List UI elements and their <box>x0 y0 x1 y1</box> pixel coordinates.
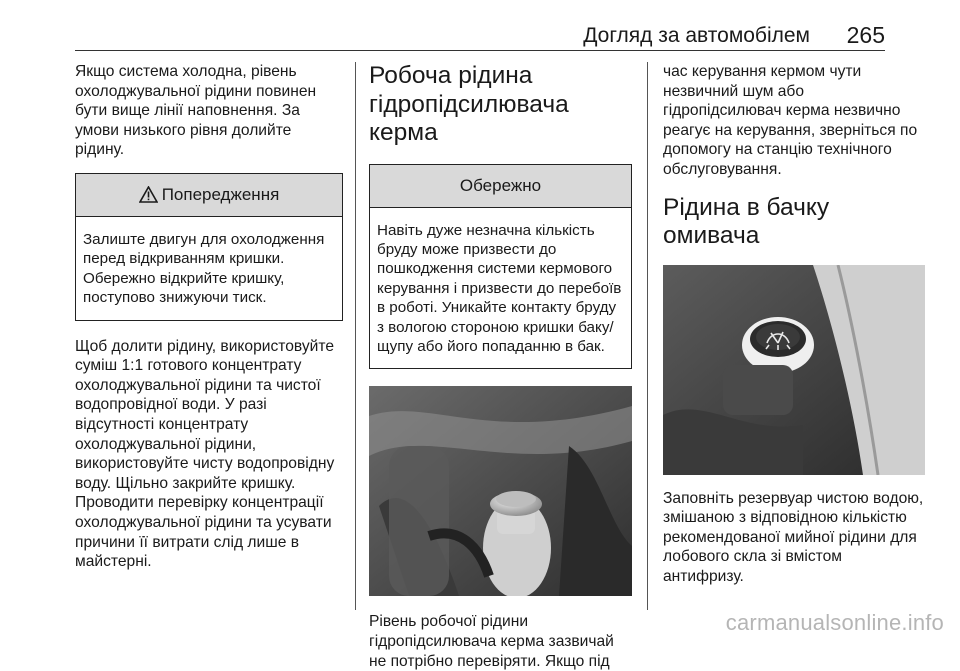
power-steering-heading: Робоча рідина гідропідсилювача керма <box>369 62 569 146</box>
column-right <box>663 62 925 587</box>
page-header <box>75 0 885 51</box>
page-number: 265 <box>846 22 885 48</box>
caution-box <box>369 164 632 370</box>
warning-box-body <box>76 217 342 320</box>
warning-text: Залиште двигун для охолодження перед відкриванням кришки. Обережно відкрийте кришку, поступово знижуючи тиск. <box>83 230 325 307</box>
washer-fluid-paragraph: Заповніть резервуар чистою водою, змішаною з відповідною кількістю рекомендованої мийної рідини для лобового скла зі вмістом антифризу. <box>663 489 924 585</box>
column-divider <box>355 62 356 610</box>
warning-box <box>75 173 343 321</box>
section-title: Догляд за автомобілем <box>583 24 810 47</box>
warning-title: Попередження <box>161 184 280 204</box>
power-steering-reservoir-photo <box>369 386 632 596</box>
intro-paragraph: Якщо система холодна, рівень охолоджувальної рідини повинен бути вище лінії наповнення. За умови низького рівня долийте рідину. <box>75 63 317 159</box>
watermark: carmanualsonline.info <box>725 610 944 635</box>
warning-box-header <box>76 174 342 217</box>
caution-text: Навіть дуже незначна кількість бруду може призвести до пошкодження системи кермового керування і призвести до перебоїв в роботі. Уникайте контакту бруду з вологою стороною кришки баку/щупу або його попаданню в бак. <box>377 221 622 355</box>
refill-paragraph: Щоб долити рідину, використовуйте суміш 1:1 готового концентрату охолоджувальної рідини та чистої водопровідної води. У разі відсутності концентрату охолоджувальної рідини, використовуйте чисту водопровідну воду. Щільно закрийте кришку. Проводити перевірку концентрації охолоджувальної рідини та усувати причини її витрати слід лише в майстерні. <box>75 337 335 571</box>
power-steering-paragraph: Рівень робочої рідини гідропідсилювача керма зазвичай не потрібно перевіряти. Якщо під <box>369 613 614 670</box>
column-middle <box>369 62 632 671</box>
caution-box-header <box>370 165 631 208</box>
caution-title: Обережно <box>459 175 542 195</box>
washer-reservoir-photo <box>663 265 925 475</box>
washer-fluid-heading: Рідина в бачку омивача <box>663 193 830 250</box>
continued-paragraph: час керування кермом чути незвичний шум або гідропідсилювач керма незвично реагує на керування, зверніться по допомогу на станцію технічного обслуговування. <box>663 63 918 178</box>
column-left <box>75 62 343 572</box>
column-divider <box>647 62 648 610</box>
caution-box-body <box>370 208 631 369</box>
warning-triangle-icon <box>139 186 158 203</box>
